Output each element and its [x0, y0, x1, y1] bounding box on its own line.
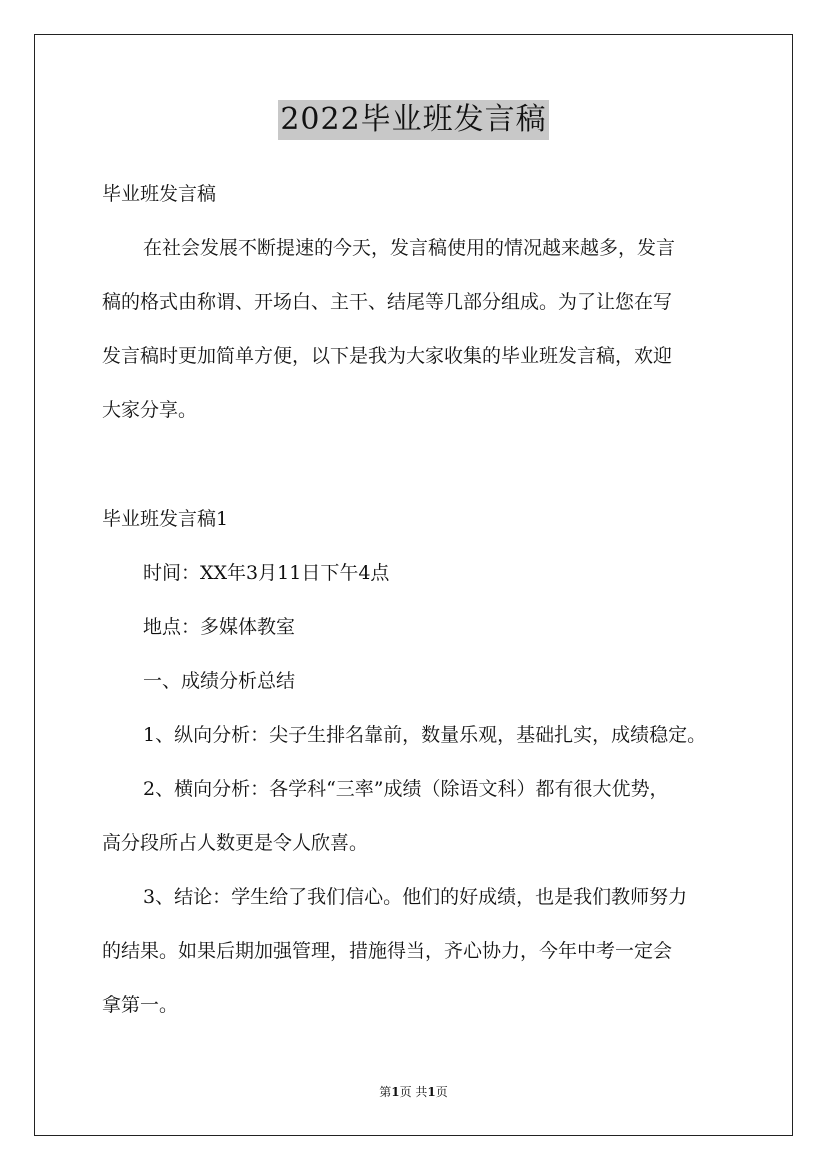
footer-page-current: 1: [391, 1085, 400, 1099]
time-line: 时间：XX年3月11日下午4点: [143, 562, 390, 584]
paragraph-line: 发言稿时更加简单方便，以下是我为大家收集的毕业班发言稿，欢迎: [102, 345, 673, 367]
paragraph-line: 大家分享。: [102, 399, 198, 421]
paragraph-line: 的结果。如果后期加强管理，措施得当，齐心协力，今年中考一定会: [102, 940, 673, 962]
paragraph-line: 高分段所占人数更是令人欣喜。: [102, 832, 369, 854]
paragraph-line: 稿的格式由称谓、开场白、主干、结尾等几部分组成。为了让您在写: [102, 291, 673, 313]
paragraph-line: 在社会发展不断提速的今天，发言稿使用的情况越来越多，发言: [143, 237, 676, 259]
footer-page-total: 1: [427, 1085, 436, 1099]
subheading: 一、成绩分析总结: [143, 670, 296, 692]
footer-mid: 页 共: [399, 1085, 428, 1099]
page-footer: [0, 1084, 827, 1100]
document-title: 2022毕业班发言稿: [278, 100, 548, 140]
footer-prefix: 第: [379, 1085, 392, 1099]
paragraph-line: 3、结论：学生给了我们信心。他们的好成绩，也是我们教师努力: [143, 886, 688, 908]
paragraph-line: 2、横向分析：各学科“三率”成绩（除语文科）都有很大优势，: [143, 778, 669, 800]
paragraph-line: 1、纵向分析：尖子生排名靠前，数量乐观，基础扎实，成绩稳定。: [143, 724, 707, 746]
section-heading: 毕业班发言稿: [102, 183, 217, 205]
title-wrap: [0, 100, 827, 140]
paragraph-line: 拿第一。: [102, 994, 179, 1016]
footer-suffix: 页: [435, 1085, 448, 1099]
section-heading: 毕业班发言稿1: [102, 508, 229, 530]
location-line: 地点：多媒体教室: [143, 616, 296, 638]
